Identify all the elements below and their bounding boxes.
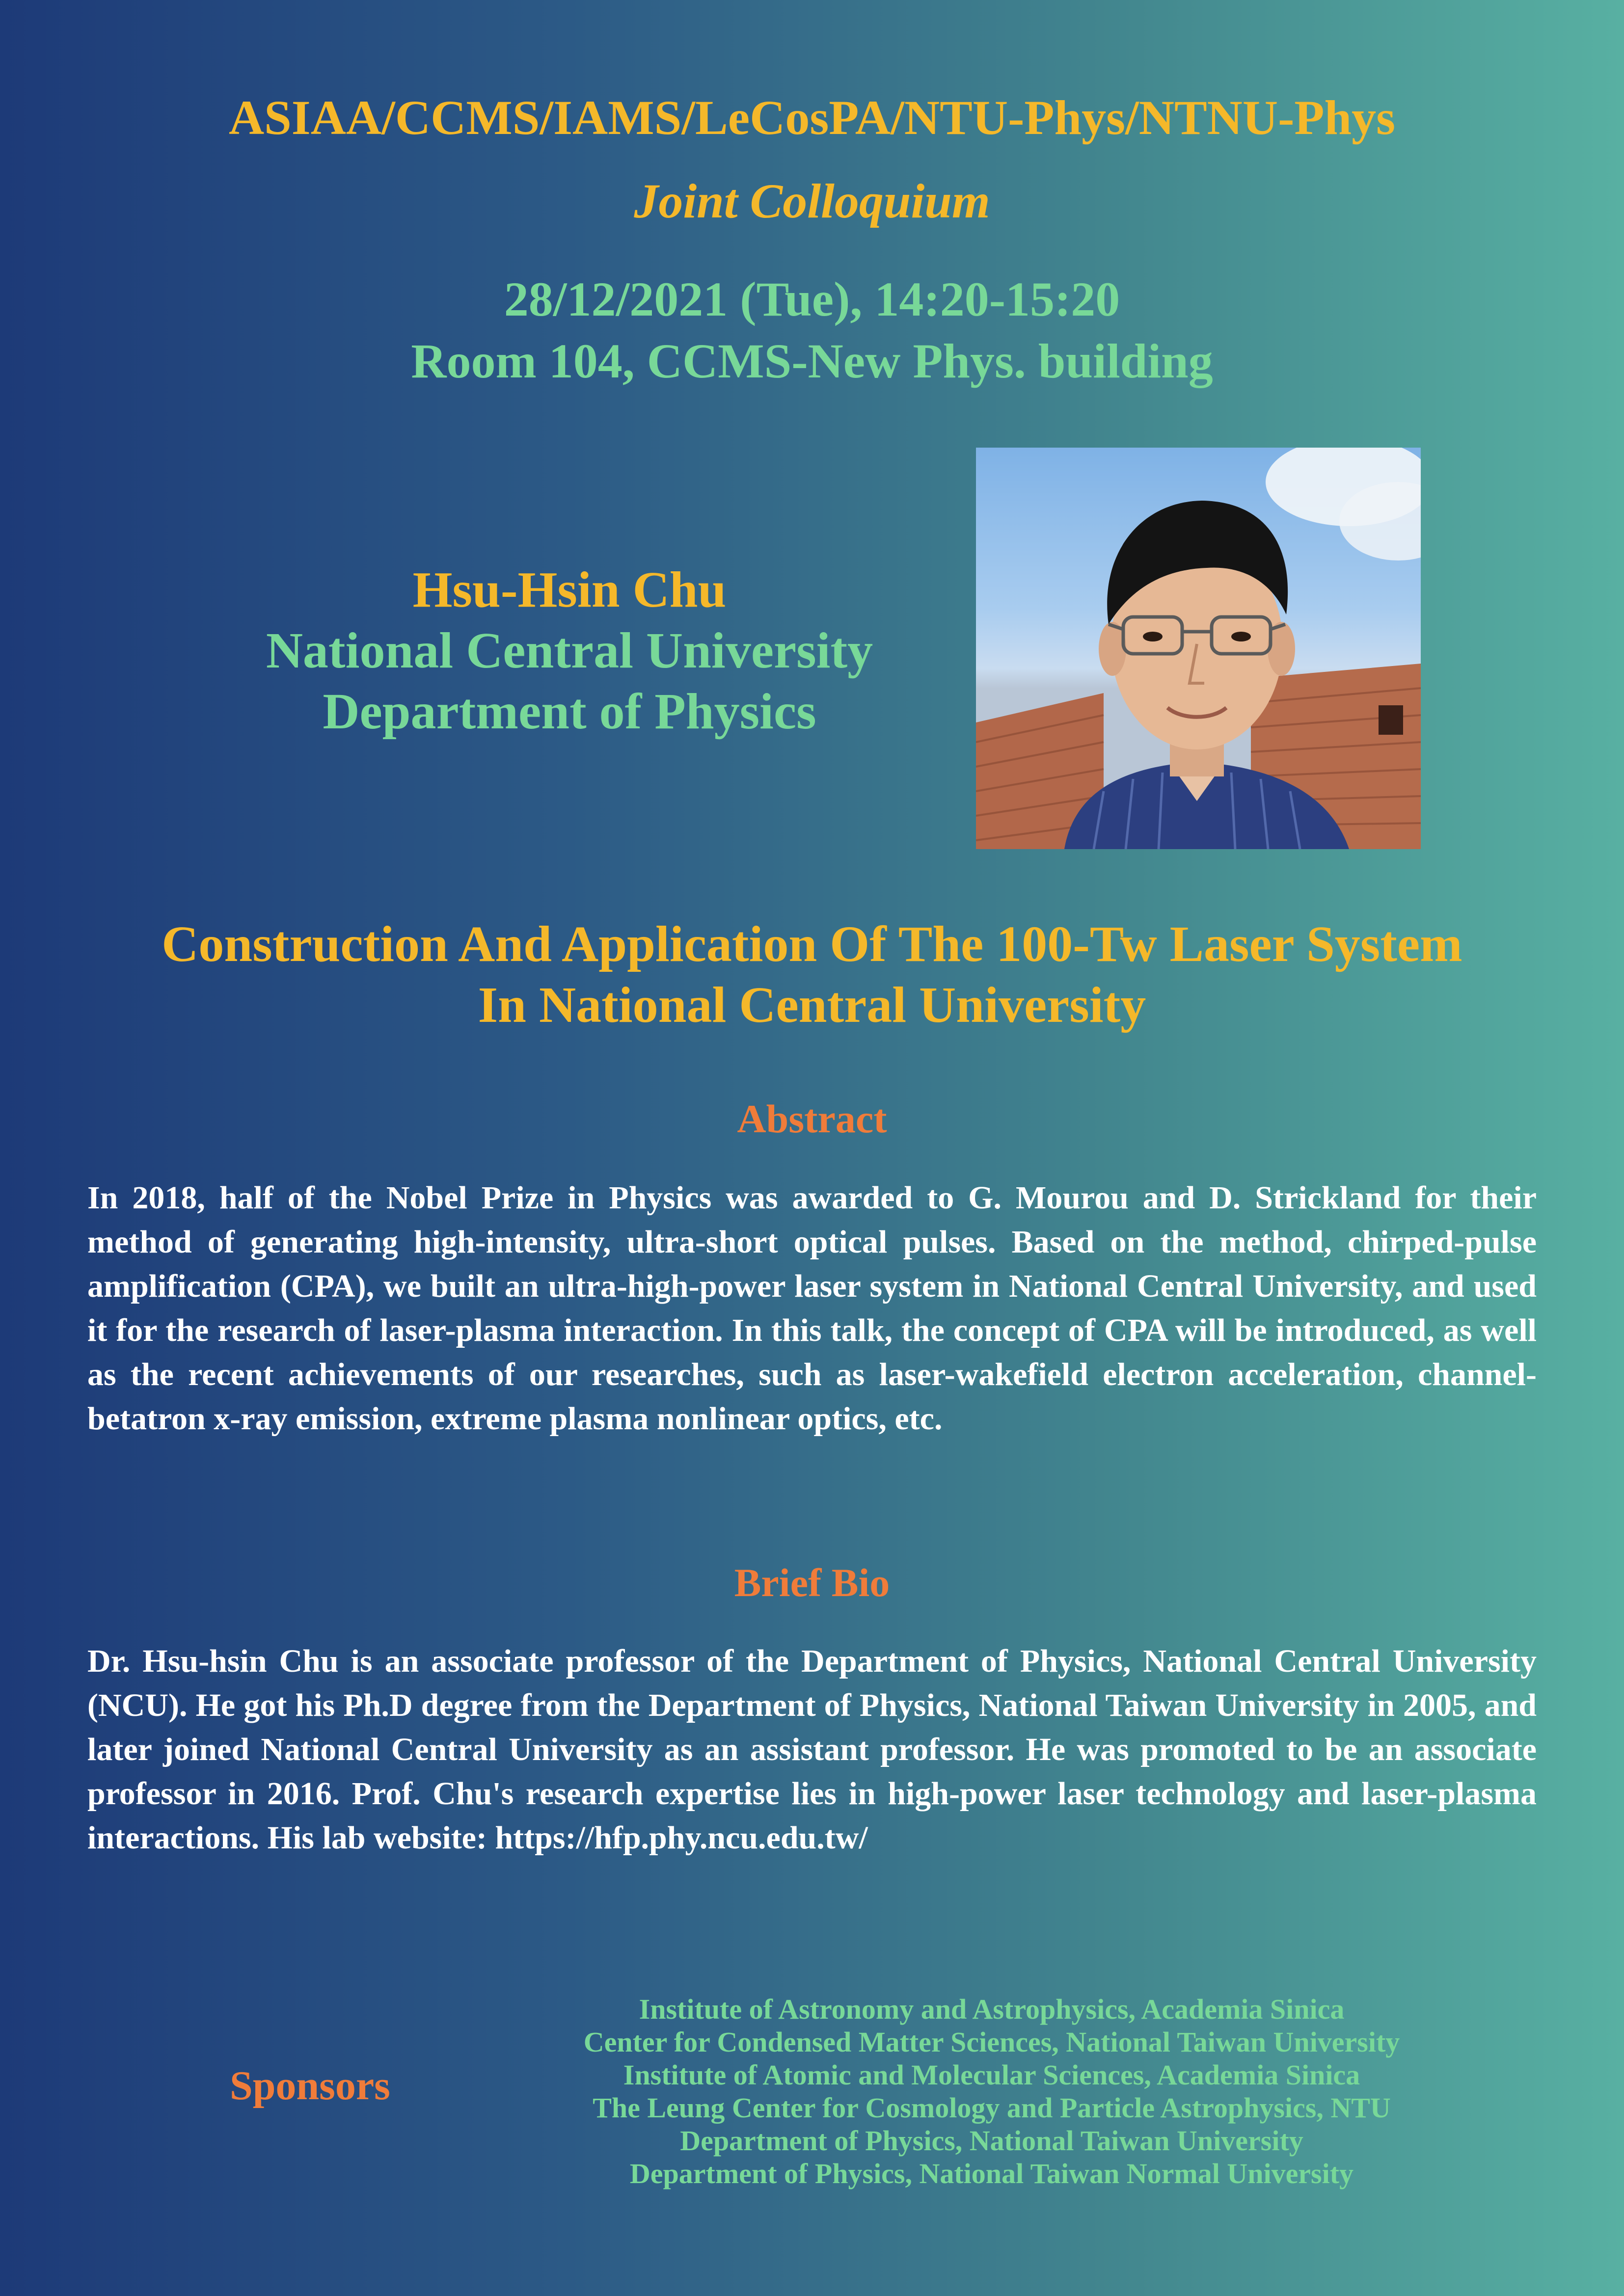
bio-heading: Brief Bio [734, 1560, 890, 1605]
speaker-department: Department of Physics [323, 683, 816, 740]
talk-title-line-1: Construction And Application Of The 100-Tw Laser System [162, 916, 1462, 972]
sponsor-item: Department of Physics, National Taiwan Normal University [629, 2158, 1354, 2189]
speaker-affiliation: National Central University [266, 622, 873, 679]
abstract-text: In 2018, half of the Nobel Prize in Physics was awarded to G. Mourou and D. Strickland for their method of generating high-intensity, ultra-short optical pulses. Based on the method, chirped-pulse amplification (CPA), we built an ultra-high-power laser system in National Central University, and used it for the research of laser-plasma interaction. In this talk, the concept of CPA will be introduced, as well as the recent achievements of our researches, such as laser-wakefield electron acceleration, channel-betatron x-ray emission, extreme plasma nonlinear optics, etc. [87, 1180, 1537, 1437]
sponsor-item: Department of Physics, National Taiwan University [680, 2125, 1303, 2157]
header-subtitle: Joint Colloquium [634, 174, 990, 228]
sponsor-item: Institute of Atomic and Molecular Sciences, Academia Sinica [623, 2059, 1360, 2091]
talk-title-line-2: In National Central University [478, 977, 1146, 1033]
talk-title [59, 914, 1565, 1036]
bio-text: Dr. Hsu-hsin Chu is an associate professor of the Department of Physics, National Central University (NCU). He got his Ph.D degree from the Department of Physics, National Taiwan University in 2005, and later joined National Central University as an assistant professor. He was promoted to be an associate professor in 2016. Prof. Chu's research expertise lies in high-power laser technology and laser-plasma interactions. His lab website: https://hfp.phy.ncu.edu.tw/ [87, 1643, 1537, 1856]
abstract-heading: Abstract [737, 1096, 887, 1141]
sponsor-item: The Leung Center for Cosmology and Particle Astrophysics, NTU [593, 2092, 1391, 2124]
event-datetime: 28/12/2021 (Tue), 14:20-15:20 [504, 272, 1120, 326]
sponsors-label: Sponsors [230, 2063, 390, 2109]
speaker-portrait-illustration [976, 448, 1421, 849]
sponsor-list [511, 1993, 1473, 2190]
speaker-photo [976, 448, 1421, 849]
event-room: Room 104, CCMS-New Phys. building [411, 334, 1213, 388]
header-title: ASIAA/CCMS/IAMS/LeCosPA/NTU-Phys/NTNU-Phys [228, 90, 1396, 145]
speaker-block [177, 560, 962, 742]
sponsor-item: Institute of Astronomy and Astrophysics, Academia Sinica [639, 1993, 1345, 2025]
sponsor-item: Center for Condensed Matter Sciences, National Taiwan University [583, 2026, 1400, 2058]
speaker-name: Hsu-Hsin Chu [412, 561, 727, 618]
